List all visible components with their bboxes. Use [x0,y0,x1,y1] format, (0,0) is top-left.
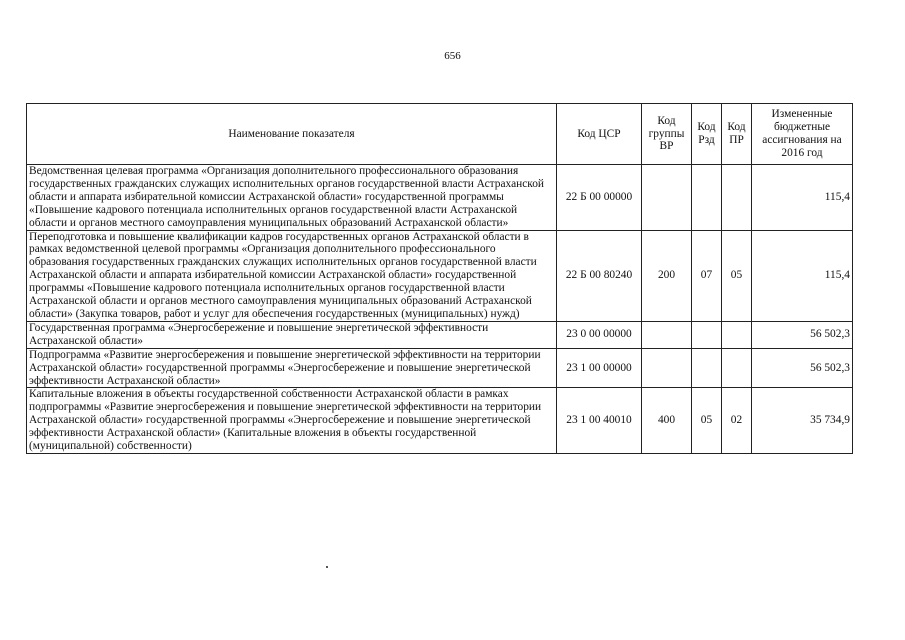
budget-table [26,103,853,454]
scan-dot [326,566,328,568]
row-pr [722,348,752,388]
row-pr [722,165,752,231]
row-rzd [692,348,722,388]
row-amount: 115,4 [752,230,853,321]
page-number: 656 [444,50,461,62]
row-name: Переподготовка и повышение квалификации кадров государственных органов Астраханской области в рамках ведомственной целевой программы «Организация дополнительного профессионального образования государственных гражданских служащих исполнительных органов государственной власти Астраханской области и аппарата избирательной комиссии Астраханской области» государственной программы «Повышение кадрового потенциала исполнительных органов государственной власти Астраханской области и органов местного самоуправления муниципальных образований Астраханской области» (Закупка товаров, работ и услуг для обеспечения государственных (муниципальных) нужд) [27,230,557,321]
header-name: Наименование показателя [27,104,557,165]
table-row [27,230,853,321]
row-rzd: 05 [692,388,722,454]
row-pr: 02 [722,388,752,454]
row-vr [642,348,692,388]
row-vr: 400 [642,388,692,454]
row-vr [642,165,692,231]
row-name: Государственная программа «Энергосбережение и повышение энергетической эффективности Астраханской области» [27,321,557,348]
row-csr: 23 1 00 40010 [557,388,642,454]
row-pr [722,321,752,348]
header-vr: Код группы ВР [642,104,692,165]
row-pr: 05 [722,230,752,321]
table-header-row [27,104,853,165]
table-row [27,165,853,231]
table-row [27,321,853,348]
row-csr: 22 Б 00 00000 [557,165,642,231]
row-amount: 35 734,9 [752,388,853,454]
table-row [27,348,853,388]
header-amount: Измененные бюджетные ассигнования на 2016 год [752,104,853,165]
row-vr [642,321,692,348]
row-csr: 23 1 00 00000 [557,348,642,388]
header-pr: Код ПР [722,104,752,165]
header-rzd: Код Рзд [692,104,722,165]
row-amount: 56 502,3 [752,348,853,388]
row-csr: 22 Б 00 80240 [557,230,642,321]
row-name: Подпрограмма «Развитие энергосбережения и повышение энергетической эффективности на территории Астраханской области» государственной программы «Энергосбережение и повышение энергетической эффективности Астраханской области» [27,348,557,388]
row-amount: 56 502,3 [752,321,853,348]
table-row [27,388,853,454]
row-rzd [692,165,722,231]
row-vr: 200 [642,230,692,321]
row-amount: 115,4 [752,165,853,231]
row-csr: 23 0 00 00000 [557,321,642,348]
row-name: Ведомственная целевая программа «Организация дополнительного профессионального образования государственных гражданских служащих исполнительных органов государственной власти Астраханской области и аппарата избирательной комиссии Астраханской области» государственной программы «Повышение кадрового потенциала исполнительных органов государственной власти Астраханской области и органов местного самоуправления муниципальных образований Астраханской области» [27,165,557,231]
row-name: Капитальные вложения в объекты государственной собственности Астраханской области в рамках подпрограммы «Развитие энергосбережения и повышение энергетической эффективности на территории Астраханской области» государственной программы «Энергосбережение и повышение энергетической эффективности Астраханской области» (Капитальные вложения в объекты государственной (муниципальной) собственности) [27,388,557,454]
row-rzd [692,321,722,348]
row-rzd: 07 [692,230,722,321]
header-csr: Код ЦСР [557,104,642,165]
